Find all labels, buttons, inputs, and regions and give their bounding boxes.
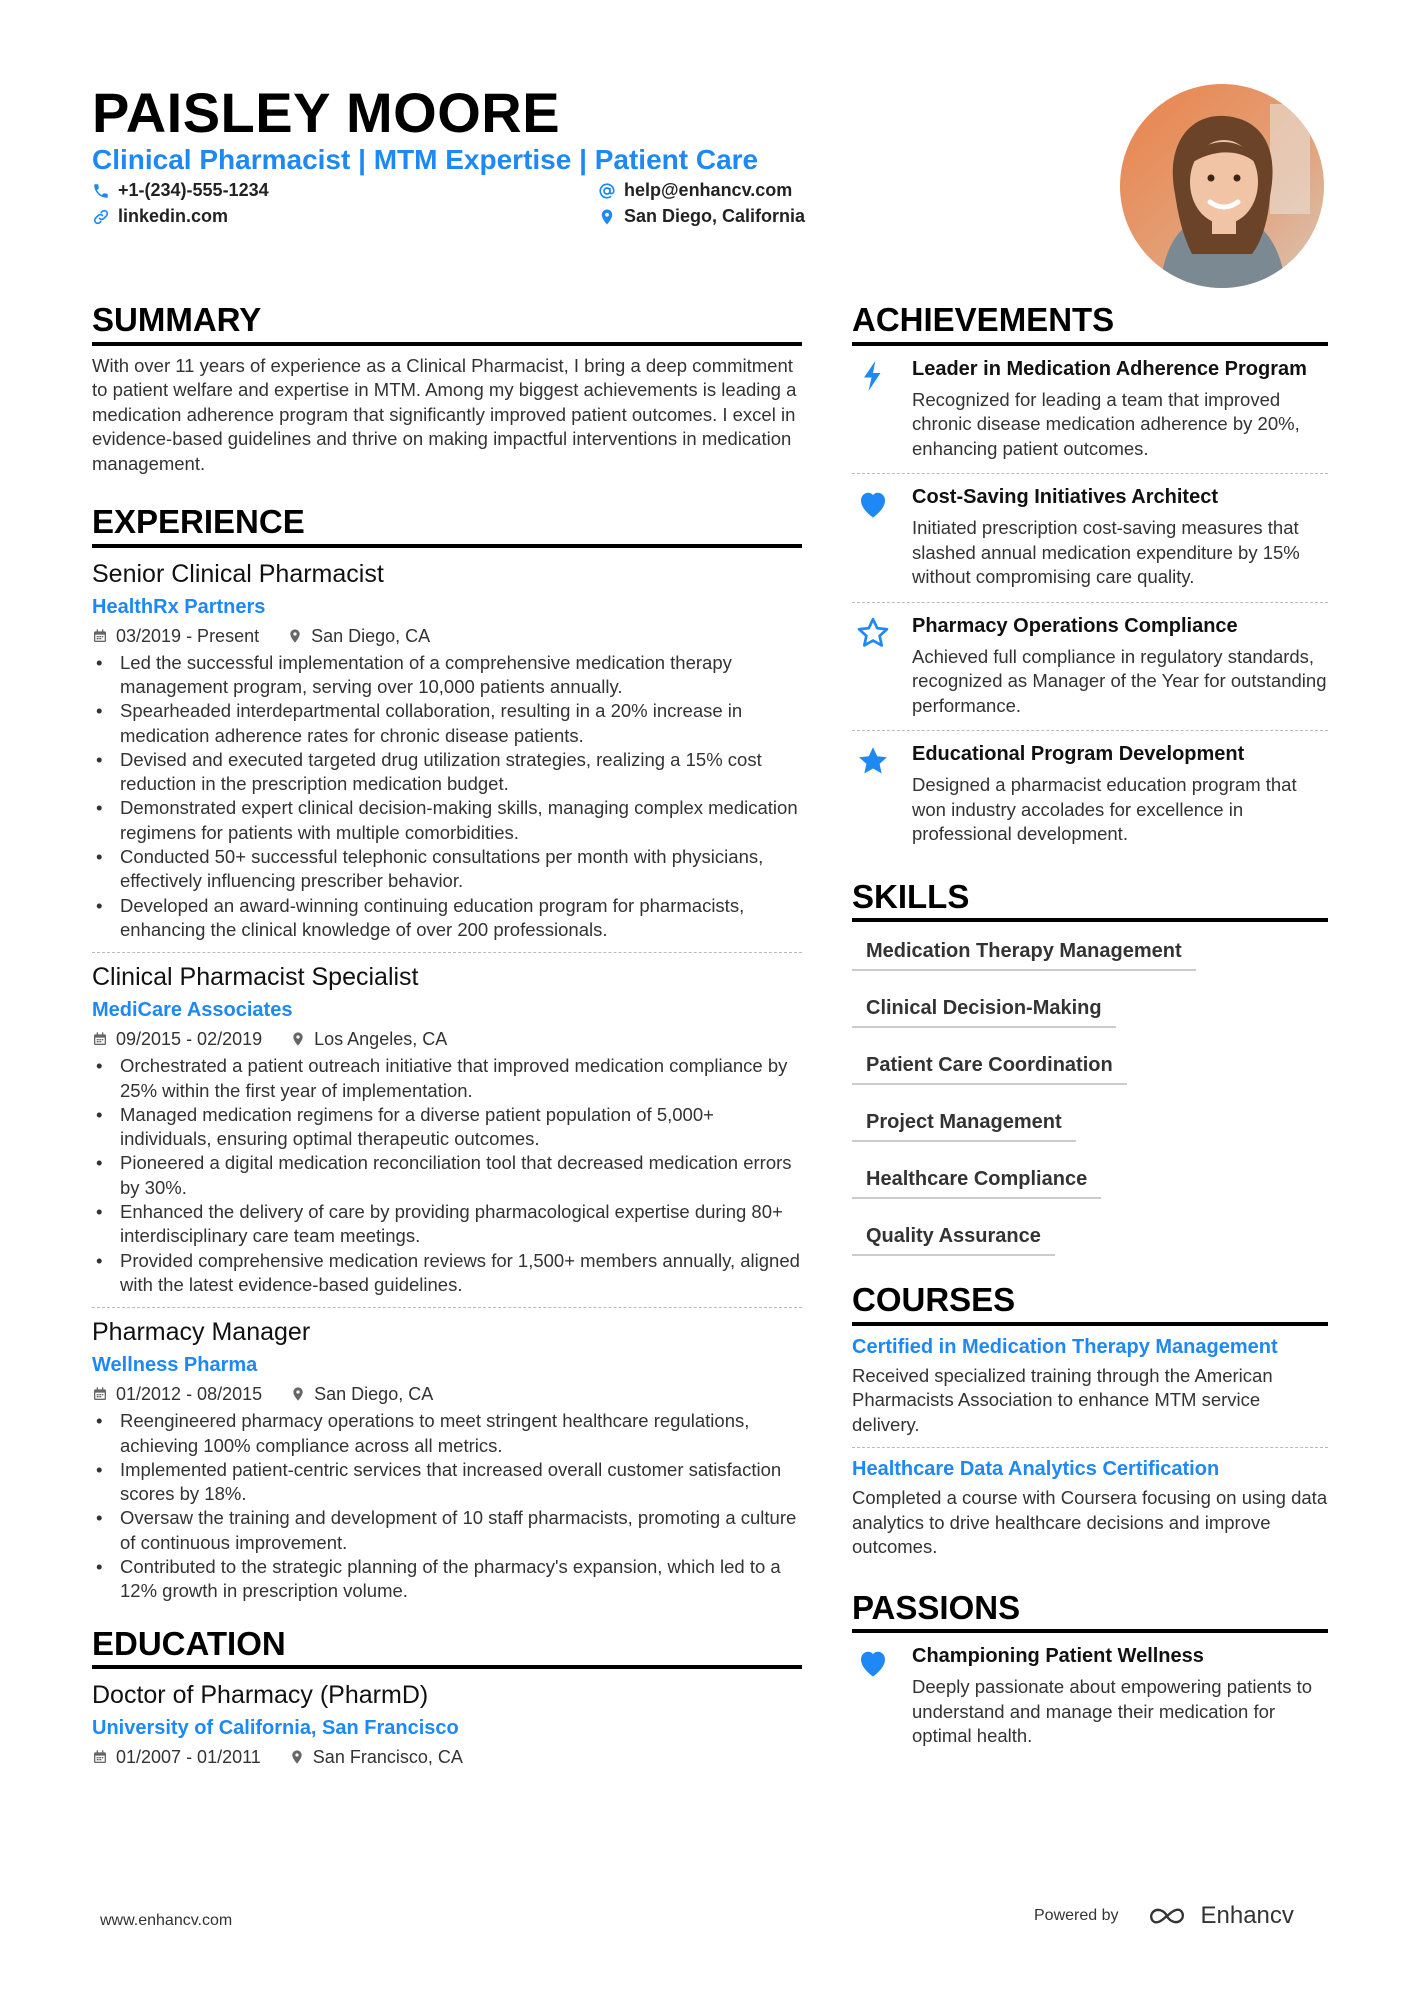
achievement-desc: Initiated prescription cost-saving measures that slashed annual medication expenditure by 15% without compromising care quality. [912, 517, 1300, 588]
bullet-item: • Demonstrated expert clinical decision-making skills, managing complex medication regimens for patients with multiple comorbidities. [120, 796, 802, 845]
location-pin-icon [598, 208, 616, 226]
bullet-item: • Managed medication regimens for a diverse patient population of 5,000+ individuals, ensuring optimal therapeutic outcomes. [120, 1103, 802, 1152]
education-meta [92, 1745, 802, 1769]
course-title: Certified in Medication Therapy Management [852, 1335, 1278, 1358]
skill-tag: Clinical Decision-Making [852, 989, 1116, 1028]
right-column [852, 300, 1328, 1761]
bullet-item: • Implemented patient-centric services that increased overall customer satisfaction scores by 18%. [120, 1458, 802, 1507]
summary-heading: SUMMARY [92, 300, 802, 346]
job-bullets [92, 651, 802, 943]
job-location [290, 1027, 447, 1051]
contact-location [598, 206, 805, 227]
achievements-section [852, 300, 1328, 859]
achievement-item [852, 603, 1328, 732]
education-location-text: San Francisco, CA [312, 1747, 463, 1768]
contact-email [598, 180, 792, 201]
bullet-item: • Spearheaded interdepartmental collaboration, resulting in a 20% increase in medication adherence rates for chronic disease patients. [120, 699, 802, 748]
education-heading: EDUCATION [92, 1624, 802, 1670]
location-pin-icon [289, 1749, 305, 1765]
location-text: San Diego, California [624, 206, 806, 226]
calendar-icon [92, 628, 108, 644]
degree-title: Doctor of Pharmacy (PharmD) [92, 1681, 429, 1710]
bullet-item: • Reengineered pharmacy operations to meet stringent healthcare regulations, achieving 100% compliance across all metrics. [120, 1409, 802, 1458]
experience-heading: EXPERIENCE [92, 502, 802, 548]
email-text[interactable]: help@enhancv.com [624, 180, 793, 200]
left-column [92, 300, 802, 1769]
bullet-item: • Conducted 50+ successful telephonic consultations per month with physicians, effectively influencing prescriber behavior. [120, 845, 802, 894]
passion-title: Championing Patient Wellness [912, 1645, 1204, 1668]
star-outline-icon [852, 613, 894, 719]
job-dates [92, 624, 259, 648]
course-title: Healthcare Data Analytics Certification [852, 1458, 1220, 1481]
passion-item [852, 1633, 1328, 1761]
job-meta [92, 1027, 802, 1051]
job-bullets [92, 1409, 802, 1603]
company-name: HealthRx Partners [92, 595, 266, 618]
link-icon [92, 208, 110, 226]
bullet-item: • Provided comprehensive medication reviews for 1,500+ members annually, aligned with the latest evidence-based guidelines. [120, 1249, 802, 1298]
candidate-name: PAISLEY MOORE [92, 81, 561, 144]
bullet-item: • Enhanced the delivery of care by providing pharmacological expertise during 80+ interdisciplinary care team meetings. [120, 1200, 802, 1249]
skills-section [852, 877, 1328, 1275]
bullet-item: • Devised and executed targeted drug utilization strategies, realizing a 15% cost reduction in the prescription medication budget. [120, 748, 802, 797]
education-dates [92, 1745, 261, 1769]
skills-heading: SKILLS [852, 877, 1328, 923]
company-name: MediCare Associates [92, 999, 293, 1022]
job-meta [92, 1382, 802, 1406]
phone-text[interactable]: +1-(234)-555-1234 [118, 180, 269, 200]
achievement-item [852, 731, 1328, 859]
brand-logo[interactable] [1147, 1902, 1294, 1930]
passion-desc: Deeply passionate about empowering patients to understand and manage their medication for optimal health. [912, 1676, 1313, 1747]
job-title: Pharmacy Manager [92, 1318, 311, 1347]
achievement-item [852, 474, 1328, 603]
experience-section [92, 502, 802, 1604]
linkedin-text[interactable]: linkedin.com [118, 206, 229, 226]
job-dates-text: 01/2012 - 08/2015 [116, 1384, 263, 1405]
skill-tag: Project Management [852, 1103, 1076, 1142]
job-location-text: San Diego, CA [311, 625, 431, 646]
bullet-item: • Developed an award-winning continuing education program for pharmacists, enhancing the clinical knowledge of over 200 professionals. [120, 894, 802, 943]
course-item [852, 1447, 1328, 1570]
courses-heading: COURSES [852, 1280, 1328, 1326]
heart-icon [852, 484, 894, 590]
course-desc: Completed a course with Coursera focusing on using data analytics to drive healthcare decisions and improve outcomes. [852, 1487, 1328, 1558]
job-dates-text: 03/2019 - Present [116, 625, 260, 646]
job-entry [92, 1307, 802, 1603]
heart-icon [852, 1643, 894, 1749]
phone-icon [92, 182, 110, 200]
achievement-title: Leader in Medication Adherence Program [912, 357, 1307, 380]
calendar-icon [92, 1031, 108, 1047]
calendar-icon [92, 1749, 108, 1765]
passions-heading: PASSIONS [852, 1588, 1328, 1634]
at-icon [598, 182, 616, 200]
school-name: University of California, San Francisco [92, 1717, 459, 1740]
achievement-title: Cost-Saving Initiatives Architect [912, 486, 1218, 509]
job-dates-text: 09/2015 - 02/2019 [116, 1029, 263, 1050]
lightning-icon [852, 356, 894, 462]
powered-by-label: Powered by [1034, 1907, 1119, 1924]
skill-tag: Healthcare Compliance [852, 1160, 1101, 1199]
enhancv-logo-icon [1147, 1904, 1193, 1928]
summary-text: With over 11 years of experience as a Clinical Pharmacist, I bring a deep commitment to patient welfare and expertise in MTM. Among my biggest achievements is leading a medication adherence program that significantly improved patient outcomes. I excel in evidence-based guidelines and thrive on making impactful interventions in medication management. [92, 354, 797, 474]
skills-list [852, 932, 1328, 1274]
skill-tag: Patient Care Coordination [852, 1046, 1127, 1085]
course-desc: Received specialized training through the American Pharmacists Association to enhance MTM service delivery. [852, 1364, 1273, 1435]
achievement-desc: Achieved full compliance in regulatory standards, recognized as Manager of the Year for outstanding performance. [912, 645, 1327, 716]
achievement-desc: Designed a pharmacist education program that won industry accolades for excellence in professional development. [912, 774, 1297, 845]
bullet-item: • Contributed to the strategic planning of the pharmacy's expansion, which led to a 12% growth in prescription volume. [120, 1555, 802, 1604]
skill-tag: Quality Assurance [852, 1217, 1055, 1256]
bullet-item: • Pioneered a digital medication reconciliation tool that decreased medication errors by 30%. [120, 1151, 802, 1200]
bullet-item: • Orchestrated a patient outreach initiative that improved medication compliance by 25% within the first year of implementation. [120, 1054, 802, 1103]
skill-tag: Medication Therapy Management [852, 932, 1196, 971]
job-location [290, 1382, 433, 1406]
course-item [852, 1326, 1328, 1448]
courses-section [852, 1280, 1328, 1570]
contact-phone [92, 180, 269, 201]
profile-photo [1120, 84, 1324, 288]
company-name: Wellness Pharma [92, 1354, 258, 1377]
footer-branding [1034, 1902, 1294, 1930]
job-bullets [92, 1054, 802, 1297]
job-location-text: Los Angeles, CA [314, 1029, 448, 1050]
education-dates-text: 01/2007 - 01/2011 [116, 1747, 261, 1768]
brand-name: Enhancv [1200, 1902, 1294, 1929]
job-entry [92, 952, 802, 1297]
achievements-heading: ACHIEVEMENTS [852, 300, 1328, 346]
education-section [92, 1624, 802, 1770]
bullet-item: • Led the successful implementation of a comprehensive medication therapy management program, serving over 10,000 patients annually. [120, 651, 802, 700]
contact-linkedin [92, 206, 228, 227]
achievement-desc: Recognized for leading a team that improved chronic disease medication adherence by 20%, enhancing patient outcomes. [912, 388, 1300, 459]
location-pin-icon [287, 628, 303, 644]
achievement-item [852, 346, 1328, 475]
job-dates [92, 1027, 262, 1051]
achievement-title: Educational Program Development [912, 743, 1245, 766]
achievement-title: Pharmacy Operations Compliance [912, 614, 1238, 637]
job-meta [92, 624, 802, 648]
candidate-tagline: Clinical Pharmacist | MTM Expertise | Patient Care [92, 144, 759, 175]
job-location-text: San Diego, CA [314, 1384, 434, 1405]
education-location [289, 1745, 463, 1769]
location-pin-icon [290, 1031, 306, 1047]
bullet-item: • Oversaw the training and development of 10 staff pharmacists, promoting a culture of continuous improvement. [120, 1506, 802, 1555]
passions-section [852, 1588, 1328, 1761]
footer-website[interactable]: www.enhancv.com [100, 1912, 233, 1929]
job-entry [92, 558, 802, 943]
job-dates [92, 1382, 262, 1406]
job-title: Clinical Pharmacist Specialist [92, 963, 419, 992]
job-location [287, 624, 430, 648]
job-title: Senior Clinical Pharmacist [92, 559, 384, 588]
star-filled-icon [852, 741, 894, 847]
education-entry [92, 1679, 802, 1769]
summary-section [92, 300, 802, 476]
calendar-icon [92, 1386, 108, 1402]
location-pin-icon [290, 1386, 306, 1402]
